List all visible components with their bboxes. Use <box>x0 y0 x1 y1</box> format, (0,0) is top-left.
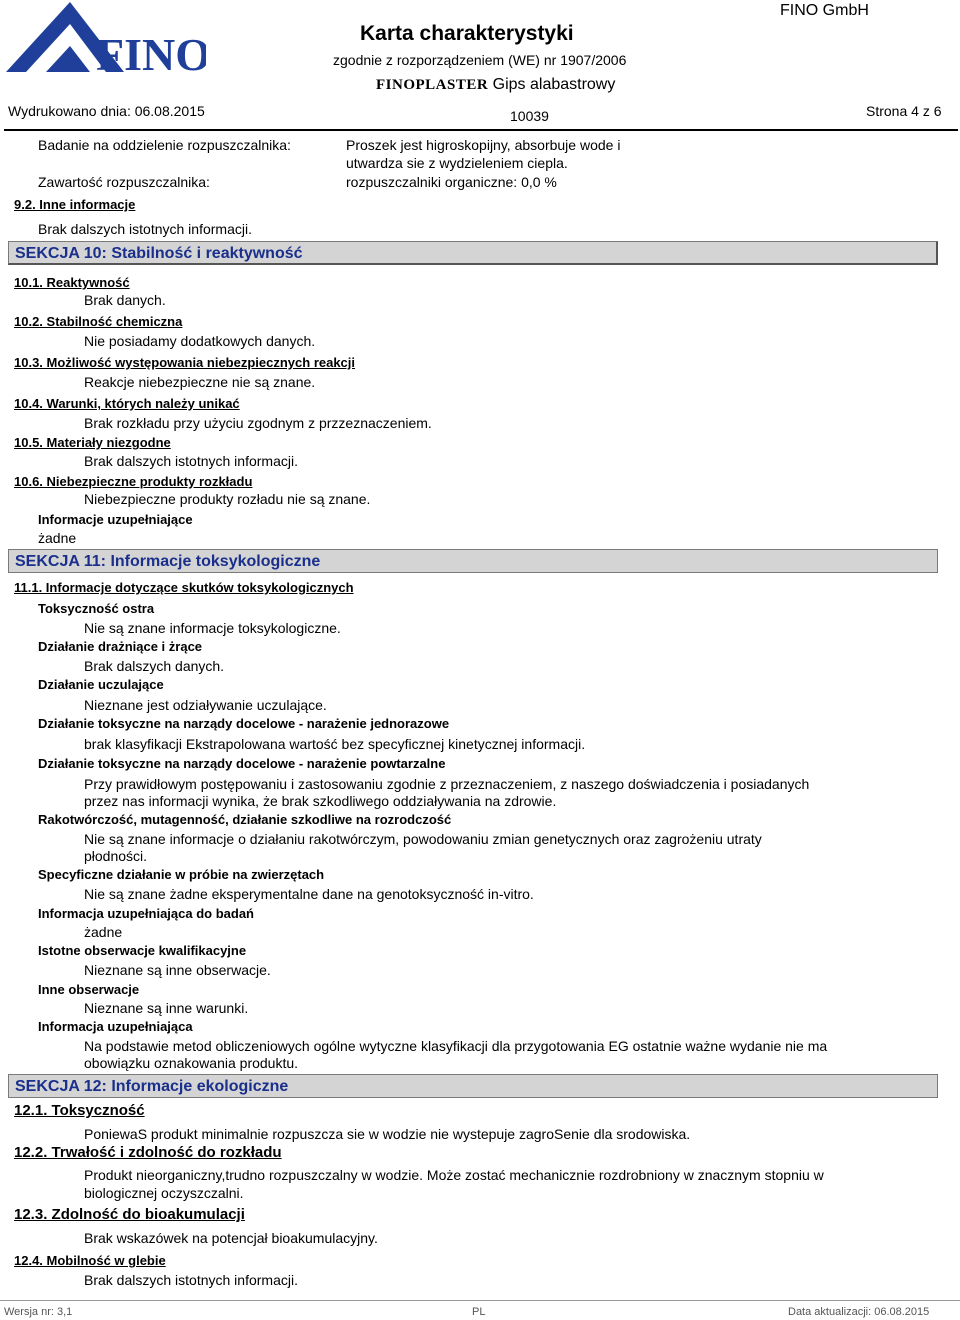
subsection-10-3-heading: 10.3. Możliwość występowania niebezpiecznych reakcji <box>14 355 356 370</box>
stot-repeated-heading: Działanie toksyczne na narządy docelowe - narażenie powtarzalne <box>38 756 446 771</box>
update-date: Data aktualizacji: 06.08.2015 <box>788 1306 930 1318</box>
subsection-12-1-heading: 12.1. Toksyczność <box>14 1102 145 1119</box>
subsection-10-5-text: Brak dalszych istotnych informacji. <box>84 453 298 469</box>
header-divider <box>4 129 958 131</box>
animal-test-text: Nie są znane żadne eksperymentalne dane na genotoksyczność in-vitro. <box>84 886 534 902</box>
section-11-title: SEKCJA 11: Informacje toksykologiczne <box>8 549 938 573</box>
subsection-12-3-text: Brak wskazówek na potencjał bioakumulacyjny. <box>84 1230 378 1246</box>
subsection-12-2-heading: 12.2. Trwałość i zdolność do rozkładu <box>14 1144 282 1161</box>
product-name: Gips alabastrowy <box>492 76 616 93</box>
company-name: FINO GmbH <box>780 2 869 19</box>
subsection-10-6-heading: 10.6. Niebezpieczne produkty rozkładu <box>14 474 253 489</box>
sensitisation-text: Nieznane jest odziaływanie uczulające. <box>84 697 327 713</box>
subsection-12-1-text: PoniewaS produkt minimalnie rozpuszcza sie w wodzie nie wystepuje zagroSenie dla srodowiska. <box>84 1126 691 1142</box>
subsection-10-1-heading: 10.1. Reaktywność <box>14 275 130 290</box>
product-line <box>376 76 615 94</box>
section-12-title: SEKCJA 12: Informacje ekologiczne <box>8 1074 938 1098</box>
subsection-10-2-heading: 10.2. Stabilność chemiczna <box>14 314 183 329</box>
subsection-10-6-text: Niebezpieczne produkty rozładu nie są znane. <box>84 491 371 507</box>
logo-text: FINO <box>96 29 206 76</box>
subsection-12-4-heading: 12.4. Mobilność w glebie <box>14 1253 166 1268</box>
footer-divider <box>0 1300 960 1301</box>
cmr-heading: Rakotwórczość, mutagenność, działanie szkodliwe na rozrodczość <box>38 812 452 827</box>
supplementary-tests-text: żadne <box>84 924 123 940</box>
solvent-content-value: rozpuszczalniki organiczne: 0,0 % <box>346 174 557 190</box>
regulation: zgodnie z rozporządzeniem (WE) nr 1907/2006 <box>333 52 627 68</box>
qualification-text: Nieznane są inne obserwacje. <box>84 962 271 978</box>
section-10-extra-text: żadne <box>38 530 77 546</box>
solvent-separation-label: Badanie na oddzielenie rozpuszczalnika: <box>38 137 291 153</box>
irritation-heading: Działanie drażniące i żrące <box>38 639 203 654</box>
document-number: 10039 <box>510 108 549 124</box>
language: PL <box>472 1306 486 1318</box>
other-observations-text: Nieznane są inne warunki. <box>84 1000 249 1016</box>
solvent-separation-value-1: Proszek jest higroskopijny, absorbuje wode i <box>346 137 621 153</box>
subsection-12-3-heading: 12.3. Zdolność do bioakumulacji <box>14 1206 245 1223</box>
qualification-heading: Istotne obserwacje kwalifikacyjne <box>38 943 247 958</box>
section-10-extra-heading: Informacje uzupełniające <box>38 512 193 527</box>
supplementary-info-heading: Informacja uzupełniająca <box>38 1019 193 1034</box>
solvent-separation-value-2: utwardza sie z wydzieleniem ciepla. <box>346 155 568 171</box>
section-10-title: SEKCJA 10: Stabilność i reaktywność <box>8 241 938 265</box>
subsection-10-2-text: Nie posiadamy dodatkowych danych. <box>84 333 316 349</box>
supplementary-tests-heading: Informacja uzupełniająca do badań <box>38 906 254 921</box>
subsection-9-2-heading: 9.2. Inne informacje <box>14 197 136 212</box>
document-title: Karta charakterystyki <box>360 22 574 45</box>
subsection-10-3-text: Reakcje niebezpieczne nie są znane. <box>84 374 316 390</box>
animal-test-heading: Specyficzne działanie w próbie na zwierzętach <box>38 867 325 882</box>
supplementary-info-text-2: obowiązku oznakowania produktu. <box>84 1055 299 1071</box>
stot-single-heading: Działanie toksyczne na narządy docelowe - narażenie jednorazowe <box>38 716 450 731</box>
version: Wersja nr: 3,1 <box>4 1306 73 1318</box>
subsection-10-4-text: Brak rozkładu przy użyciu zgodnym z przzeznaczeniem. <box>84 415 432 431</box>
fino-logo <box>6 2 206 76</box>
cmr-text-2: płodności. <box>84 848 148 864</box>
subsection-10-4-heading: 10.4. Warunki, których należy unikać <box>14 396 240 411</box>
product-brand: FINOPLASTER <box>376 77 489 93</box>
subsection-12-2-text-2: biologicznej oczyszczalni. <box>84 1185 244 1201</box>
stot-single-text: brak klasyfikacji Ekstrapolowana wartość bez specyficznej kinetycznej informacji. <box>84 736 586 752</box>
subsection-10-5-heading: 10.5. Materiały niezgodne <box>14 435 171 450</box>
other-observations-heading: Inne obserwacje <box>38 982 140 997</box>
irritation-text: Brak dalszych danych. <box>84 658 225 674</box>
page-number: Strona 4 z 6 <box>866 103 942 119</box>
subsection-11-1-heading: 11.1. Informacje dotyczące skutków toksykologicznych <box>14 580 354 595</box>
acute-toxicity-text: Nie są znane informacje toksykologiczne. <box>84 620 341 636</box>
stot-repeated-text-1: Przy prawidłowym postępowaniu i zastosowaniu zgodnie z przeznaczeniem, z naszego doświadczenia i posiadanych <box>84 776 810 792</box>
subsection-12-4-text: Brak dalszych istotnych informacji. <box>84 1272 298 1288</box>
cmr-text-1: Nie są znane informacje o działaniu rakotwórczym, powodowaniu zmian genetycznych oraz zagrożeniu utraty <box>84 831 762 847</box>
printed-date: Wydrukowano dnia: 06.08.2015 <box>8 103 205 119</box>
subsection-10-1-text: Brak danych. <box>84 292 166 308</box>
sensitisation-heading: Działanie uczulające <box>38 677 164 692</box>
subsection-12-2-text-1: Produkt nieorganiczny,trudno rozpuszczalny w wodzie. Może zostać mechanicznie rozdrobniony w znacznym stopniu w <box>84 1167 824 1183</box>
stot-repeated-text-2: przez nas informacji wynika, że brak szkodliwego oddziaływania na zdrowie. <box>84 793 557 809</box>
subsection-9-2-text: Brak dalszych istotnych informacji. <box>38 221 252 237</box>
acute-toxicity-heading: Toksyczność ostra <box>38 601 155 616</box>
solvent-content-label: Zawartość rozpuszczalnika: <box>38 174 210 190</box>
supplementary-info-text-1: Na podstawie metod obliczeniowych ogólne wytyczne klasyfikacji dla przygotowania EG ostatnie ważne wydanie nie ma <box>84 1038 828 1054</box>
